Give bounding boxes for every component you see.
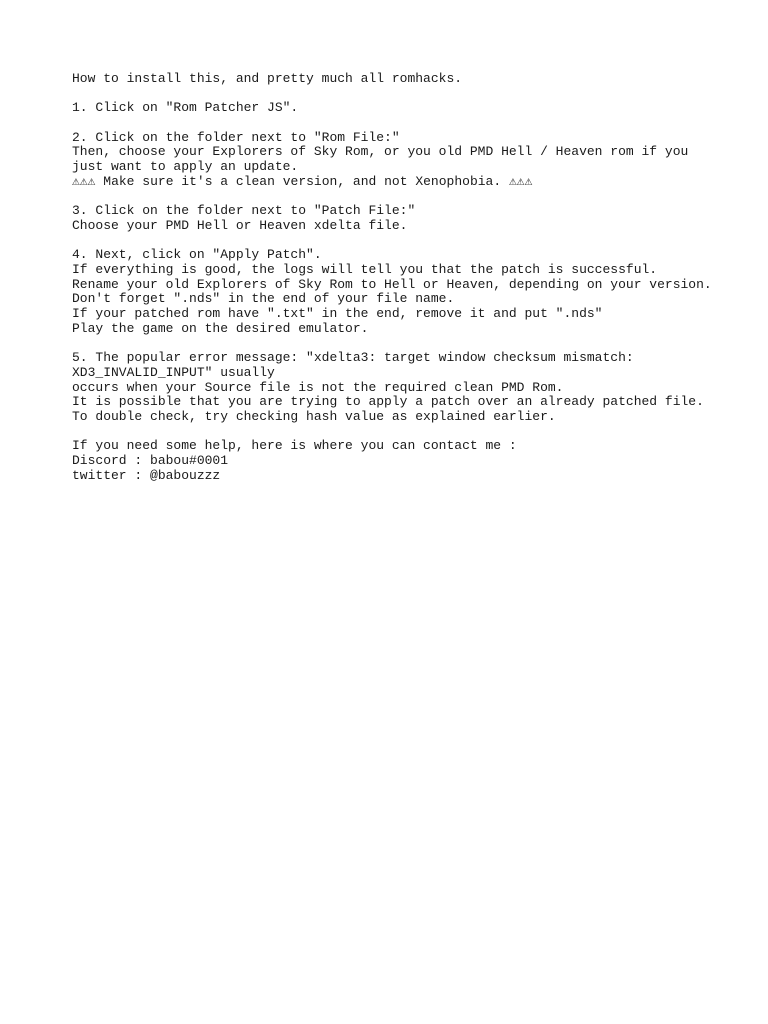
- blank-line: [72, 190, 712, 205]
- text-line: 2. Click on the folder next to "Rom File:": [72, 129, 400, 145]
- text-line: It is possible that you are trying to apply a patch over an already patched file.: [72, 394, 704, 410]
- text-line: 3. Click on the folder next to "Patch File:": [72, 203, 416, 219]
- text-line: just want to apply an update.: [72, 159, 299, 175]
- blank-line: [72, 234, 712, 249]
- text-line: If your patched rom have ".txt" in the end, remove it and put ".nds": [72, 306, 603, 322]
- blank-line: [72, 425, 712, 440]
- warning-line: ⚠⚠⚠ Make sure it's a clean version, and not Xenophobia. ⚠⚠⚠: [72, 173, 533, 189]
- blank-line: [72, 337, 712, 352]
- contact-discord: Discord : babou#0001: [72, 453, 229, 469]
- blank-line: [72, 116, 712, 131]
- text-line: occurs when your Source file is not the required clean PMD Rom.: [72, 379, 564, 395]
- text-line: 4. Next, click on "Apply Patch".: [72, 247, 322, 263]
- text-line: How to install this, and pretty much all romhacks.: [72, 71, 463, 86]
- text-line: Don't forget ".nds" in the end of your file name.: [72, 291, 455, 307]
- text-line: Choose your PMD Hell or Heaven xdelta file.: [72, 217, 408, 233]
- text-line: If you need some help, here is where you can contact me :: [72, 438, 517, 454]
- text-line: Then, choose your Explorers of Sky Rom, or you old PMD Hell / Heaven rom if you: [72, 144, 689, 160]
- contact-twitter: twitter : @babouzzz: [72, 467, 221, 483]
- text-line: 1. Click on "Rom Patcher JS".: [72, 100, 299, 116]
- text-line: Play the game on the desired emulator.: [72, 320, 369, 336]
- text-line: 5. The popular error message: "xdelta3: target window checksum mismatch:: [72, 350, 634, 366]
- blank-line: [72, 87, 712, 102]
- text-line: Rename your old Explorers of Sky Rom to Hell or Heaven, depending on your version.: [72, 276, 712, 292]
- text-line: If everything is good, the logs will tell you that the patch is successful.: [72, 262, 658, 278]
- text-line: To double check, try checking hash value as explained earlier.: [72, 409, 556, 425]
- text-line: XD3_INVALID_INPUT" usually: [72, 364, 275, 380]
- document-body: [72, 72, 712, 484]
